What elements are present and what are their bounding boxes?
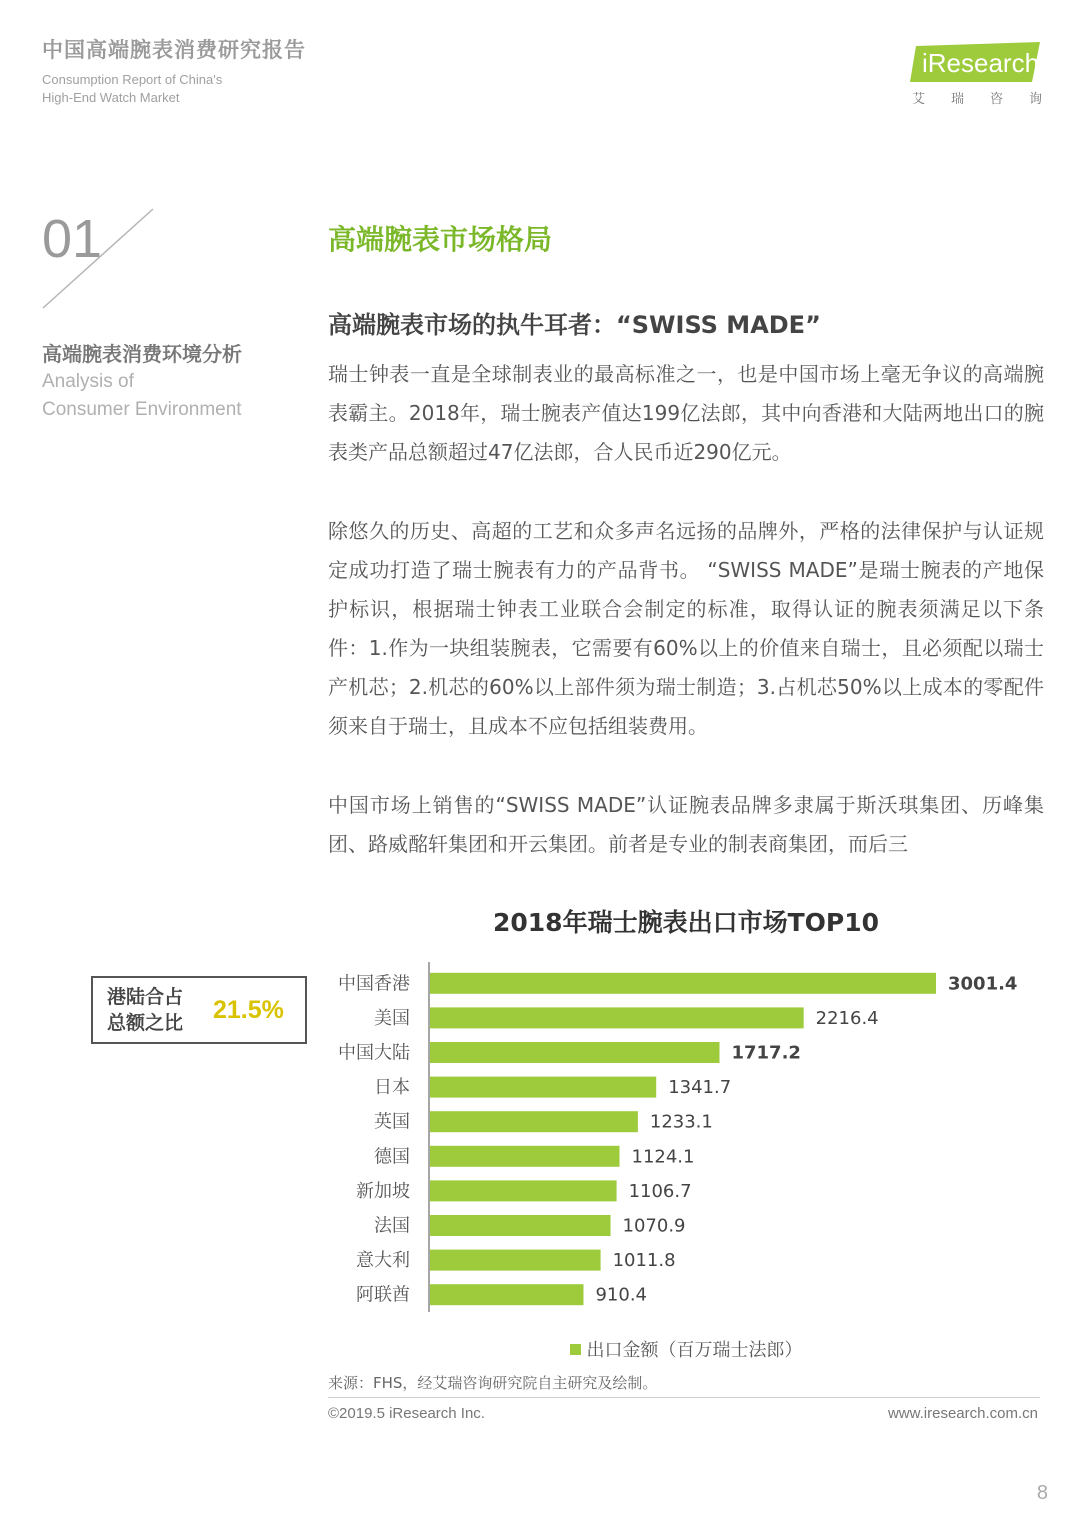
bar <box>430 1215 611 1236</box>
value-label: 1124.1 <box>631 1146 695 1168</box>
bar <box>430 1007 804 1028</box>
paragraph: 瑞士钟表一直是全球制表业的最高标准之一，也是中国市场上毫无争议的高端腕表霸主。2018年，瑞士腕表产值达199亿法郎，其中向香港和大陆两地出口的腕表类产品总额超过47亿法郎，合人民币近290亿元。 <box>328 362 1044 464</box>
paragraph: 中国市场上销售的“SWISS MADE”认证腕表品牌多隶属于斯沃琪集团、历峰集团、路威酩轩集团和开云集团。前者是专业的制表商集团，而后三 <box>328 793 1044 856</box>
category-label: 德国 <box>374 1146 410 1168</box>
footer-divider <box>328 1397 1040 1398</box>
value-label: 2216.4 <box>815 1007 879 1029</box>
iresearch-logo <box>908 42 1048 108</box>
logo-cn-char: 艾 <box>912 92 926 107</box>
value-label: 3001.4 <box>948 973 1018 995</box>
category-label: 中国大陆 <box>338 1042 410 1064</box>
main-title: 高端腕表市场格局 <box>328 223 553 256</box>
website: www.iresearch.com.cn <box>887 1405 1038 1422</box>
legend-label: 出口金额（百万瑞士法郎） <box>586 1340 803 1361</box>
value-label: 1341.7 <box>668 1077 732 1099</box>
value-label: 1106.7 <box>628 1180 692 1202</box>
logo-cn-char: 咨 <box>989 92 1003 107</box>
section-divider-slash <box>40 206 156 312</box>
logo-brand-text: iResearch <box>922 48 1040 78</box>
category-label: 日本 <box>374 1077 410 1099</box>
callout-value: 21.5% <box>213 996 284 1024</box>
section-number: 01 <box>42 209 103 269</box>
bar <box>430 1111 638 1132</box>
category-label: 法国 <box>374 1215 410 1237</box>
bar <box>430 1146 620 1167</box>
section-name-cn: 高端腕表消费环境分析 <box>42 342 242 366</box>
bar <box>430 1180 617 1201</box>
bar <box>430 1250 601 1271</box>
value-label: 1070.9 <box>622 1215 686 1237</box>
bar <box>430 1284 583 1305</box>
section-name-en-line1: Analysis of <box>42 371 134 392</box>
category-label: 英国 <box>374 1111 410 1133</box>
share-callout-box <box>91 976 307 1044</box>
category-label: 新加坡 <box>356 1180 410 1202</box>
logo-cn-char: 瑞 <box>950 92 964 107</box>
category-label: 阿联酋 <box>356 1284 410 1306</box>
page-number: 8 <box>1036 1482 1048 1504</box>
category-label: 美国 <box>374 1007 410 1029</box>
logo-cn-text <box>912 88 1042 107</box>
section-name-en-line2: Consumer Environment <box>42 399 242 420</box>
logo-cn-char: 询 <box>1028 92 1042 107</box>
main-subtitle: 高端腕表市场的执牛耳者：“SWISS MADE” <box>328 311 821 339</box>
legend-swatch-icon <box>570 1344 581 1355</box>
export-bar-chart <box>320 962 1040 1312</box>
chart-title: 2018年瑞士腕表出口市场TOP10 <box>493 908 879 937</box>
value-label: 910.4 <box>595 1284 648 1306</box>
report-subtitle-line1: Consumption Report of China's <box>42 72 223 87</box>
paragraph: 除悠久的历史、高超的工艺和众多声名远扬的品牌外，严格的法律保护与认证规定成功打造了瑞士腕表有力的产品背书。 “SWISS MADE”是瑞士腕表的产地保护标识，根据瑞士钟表工业联合会制定的标准，取得认证的腕表须满足以下条件：1.作为一块组装腕表，它需要有60%以上的价值来自瑞士，且必须配以瑞士产机芯；2.机芯的60%以上部件须为瑞士制造；3.占机芯50%以上成本的零配件须来自于瑞士，且成本不应包括组装费用。 <box>328 519 1044 738</box>
callout-label-line2: 总额之比 <box>107 1012 184 1034</box>
category-label: 中国香港 <box>338 973 410 995</box>
value-label: 1717.2 <box>731 1042 801 1064</box>
value-label: 1233.1 <box>649 1111 713 1133</box>
category-label: 意大利 <box>356 1250 410 1272</box>
callout-label <box>107 984 203 1036</box>
report-title: 中国高端腕表消费研究报告 <box>42 38 306 62</box>
report-subtitle-line2: High-End Watch Market <box>42 90 180 105</box>
callout-label-line1: 港陆合占 <box>107 986 184 1008</box>
bar <box>430 1042 719 1063</box>
bar <box>430 973 936 994</box>
chart-legend <box>328 1336 1044 1362</box>
value-label: 1011.8 <box>612 1250 676 1272</box>
copyright: ©2019.5 iResearch Inc. <box>328 1405 485 1422</box>
bar <box>430 1077 656 1098</box>
source-note: 来源：FHS，经艾瑞咨询研究院自主研究及绘制。 <box>328 1374 658 1392</box>
